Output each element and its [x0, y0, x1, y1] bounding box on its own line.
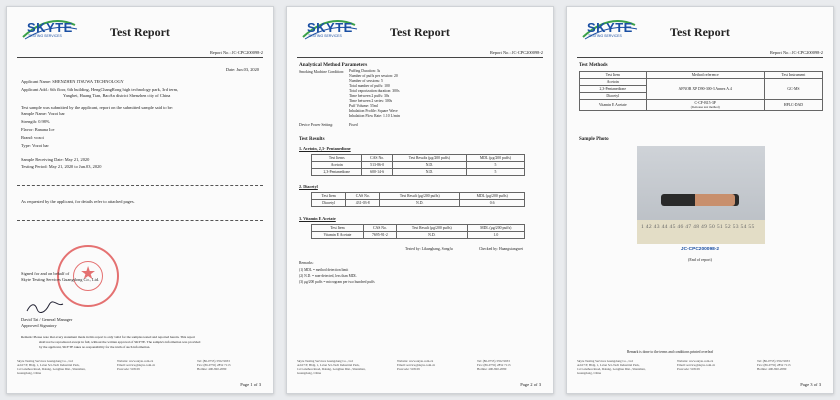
footer-website: Website: www.skyte.com.cn [397, 359, 434, 363]
column-header: CAS No. [346, 193, 380, 200]
report-number: Report No.: JC-CPC200098-2 [769, 50, 823, 55]
header-rule [17, 57, 263, 58]
footer-hotline: Hotline: 400-820-2080 [757, 367, 787, 371]
report-number: Report No.: JC-CPC200098-2 [209, 50, 263, 55]
table-cell: 1.0 [467, 232, 524, 239]
footer-address: 1st Lanzhou Road, Dalang, Longhua Dist., Shenzhen, Guangdong, China [17, 367, 86, 375]
table-cell: 513-86-0 [362, 162, 392, 169]
column-header: CAS No. [362, 155, 392, 162]
footer-postcode: Postcode: 518109 [117, 367, 140, 371]
table-cell: 2,3-Pentanedione [312, 169, 362, 176]
footer-website: Website: www.skyte.com.cn [677, 359, 714, 363]
table-cell: Acetoin [580, 79, 647, 86]
report-page-1 [6, 6, 274, 394]
report-title: Test Report [110, 25, 170, 39]
footer-fax: Fax: (86-0755) 2852 7113 [197, 363, 231, 367]
parameter-item: Puffing Duration: 3s [349, 69, 381, 73]
section-title: Test Methods [579, 63, 608, 68]
signed-line-1: Signed for and on behalf of [21, 271, 70, 276]
parameter-item: Total number of puffs: 100 [349, 84, 390, 88]
power-value: Fixed [349, 123, 358, 127]
testing-period: Testing Period: May 21, 2020 to Jun.03, 2020 [21, 164, 102, 169]
column-header: Test Results (μg/200 puffs) [392, 155, 466, 162]
column-header: Test Items [312, 155, 362, 162]
table-header-row [312, 155, 525, 162]
footer-email: Email: service@skyte.com.cn [117, 363, 156, 367]
method-code: C-CF-B15-3P [694, 101, 716, 105]
table-cell: N.D. [396, 232, 467, 239]
logo-word: SKYTE [27, 20, 73, 35]
footer-address: Add:7/F, Bldg. 1, Lu'an Sci-Tech Industrial Park, [297, 363, 360, 367]
footer-address: 1st Lanzhou Road, Dalang, Longhua Dist., Shenzhen, Guangdong, China [297, 367, 366, 375]
sample-type: Type: Vozoi bar [21, 143, 49, 148]
logo-subtitle: TESTING SERVICES [28, 34, 62, 38]
footer-tel: Tel: (86-0755) 3352 9933 [757, 359, 790, 363]
column-header: Test Item [312, 225, 364, 232]
report-page-3 [566, 6, 834, 394]
table-cell [646, 100, 764, 111]
applicant-name: Applicant Name: SHENZHEN ITSUWA TECHNOLOGY [21, 79, 124, 84]
sample-strength: Strength: 0.98% [21, 119, 50, 124]
header-rule [577, 57, 823, 58]
footer-postcode: Postcode: 518109 [397, 367, 420, 371]
table-row [312, 232, 525, 239]
footer-company: Skyte Testing Services Guangdong Co., Ltd [17, 359, 73, 363]
section-3-title: 3. Vitamin E Acetate [299, 216, 336, 221]
table-cell: N.D. [392, 162, 466, 169]
page-number: Page 1 of 3 [240, 382, 261, 387]
sample-name: Sample Name: Vozoi bar [21, 111, 65, 116]
column-header: MDL (μg/200 puffs) [460, 193, 525, 200]
parameter-item: Time between 2 puffs: 30s [349, 94, 390, 98]
table-cell: 7695-91-2 [363, 232, 396, 239]
star-icon: ★ [80, 263, 97, 283]
table-row [312, 169, 525, 176]
column-header: MDL (μg/200 puffs) [467, 225, 524, 232]
table-row [312, 162, 525, 169]
remark-line-3: by the applicant, SKYTE takes no responsibility for the truth of such information. [39, 345, 151, 349]
column-header: Test Item [580, 72, 647, 79]
parameter-item: Total vaporization duration: 300s [349, 89, 400, 93]
signer-name: David Tai / General Manager [21, 317, 73, 322]
column-header: CAS No. [363, 225, 396, 232]
table-cell: 5 [466, 162, 524, 169]
parameter-item: Number of sessions: 5 [349, 79, 383, 83]
footer-tel: Tel: (86-0755) 3352 9933 [197, 359, 230, 363]
methods-table [579, 71, 823, 111]
table-cell: N.D. [392, 169, 466, 176]
remark-unit: (3) μg/200 puffs = microgram per two hundred puffs [299, 280, 375, 284]
footer-hotline: Hotline: 400-820-2080 [477, 367, 507, 371]
parameter-item: Inhalation Flow Rate: 1.10 L/min [349, 114, 400, 118]
footer-tel: Tel: (86-0755) 3352 9933 [477, 359, 510, 363]
parameter-item: Inhalation Profile: Square Wave [349, 109, 398, 113]
remark-nd: (2) N.D. = non-detected, less than MDL [299, 274, 357, 278]
table-header-row [312, 225, 525, 232]
submitted-line: Test sample was submitted by the applicant, report on the submitted sample said to be: [21, 105, 173, 110]
remarks-title: Remarks: [299, 261, 314, 265]
sample-photo [637, 146, 765, 244]
page-number: Page 3 of 3 [800, 382, 821, 387]
logo-word: SKYTE [307, 20, 353, 35]
table-cell: Diacetyl [312, 200, 346, 207]
table-row [312, 200, 525, 207]
footer-address: Add:7/F, Bldg. 1, Lu'an Sci-Tech Industrial Park, [17, 363, 80, 367]
results-title: Test Results [299, 137, 325, 142]
signed-line-2: Skyte Testing Services Guangdong Co., Ltd. [21, 277, 100, 282]
report-number: Report No.: JC-CPC200098-2 [489, 50, 543, 55]
footer-postcode: Postcode: 518109 [677, 367, 700, 371]
approved-signatory: Approved Signatory [21, 323, 57, 328]
sample-brand: Brand: vozoi [21, 135, 44, 140]
parameter-list [349, 69, 400, 119]
results-table-1 [311, 154, 525, 176]
report-page-2 [286, 6, 554, 394]
sample-device [661, 194, 739, 206]
footer-fax: Fax: (86-0755) 2852 7113 [477, 363, 511, 367]
table-cell: AFNOR XP D90-300-3 Annex A.4 [646, 79, 764, 100]
page-number: Page 2 of 3 [520, 382, 541, 387]
column-header: Test Result (μg/200 puffs) [396, 225, 467, 232]
table-row [580, 100, 823, 111]
footer-email: Email: service@skyte.com.cn [677, 363, 716, 367]
table-header-row [312, 193, 525, 200]
table-row [580, 79, 823, 86]
footer-address: Add:7/F, Bldg. 1, Lu'an Sci-Tech Industrial Park, [577, 363, 640, 367]
table-cell: N.D. [380, 200, 460, 207]
remark-mdl: (1) MDL = method detection limit [299, 268, 349, 272]
device-band [695, 194, 735, 206]
logo-word: SKYTE [587, 20, 633, 35]
logo-subtitle: TESTING SERVICES [308, 34, 342, 38]
report-title: Test Report [390, 25, 450, 39]
table-cell: 5 [466, 169, 524, 176]
table-cell: Vitamin E Acetate [312, 232, 364, 239]
table-cell: Acetoin [312, 162, 362, 169]
table-cell: Diacetyl [580, 93, 647, 100]
sample-flavor: Flavor: Banana Ice [21, 127, 55, 132]
column-header: Test Instrument [764, 72, 822, 79]
dashed-divider [17, 220, 263, 221]
signature-icon [25, 301, 65, 315]
column-header: MDL (μg/200 puffs) [466, 155, 524, 162]
ruler-scale: 1 42 43 44 45 46 47 48 49 50 51 52 53 54 55 [641, 224, 755, 230]
dashed-divider [17, 185, 263, 186]
footer-email: Email: service@skyte.com.cn [397, 363, 436, 367]
report-date: Date: Jun.03, 2020 [225, 67, 259, 72]
requested-note: As requested by the applicant, for details refer to attached pages. [21, 199, 135, 204]
bottom-note: Remark is done to the terms and conditions printed overleaf [627, 350, 714, 354]
results-table-3 [311, 224, 525, 239]
checked-by: Checked by: Huangxiangwei [479, 247, 524, 251]
footer-company: Skyte Testing Services Guangdong Co., Ltd [577, 359, 633, 363]
report-title: Test Report [670, 25, 730, 39]
column-header: Test Item [312, 193, 346, 200]
section-1-title: 1. Acetoin, 2,3- Pentanedione [299, 146, 351, 151]
end-of-report: (End of report) [688, 257, 712, 262]
table-cell: 431-03-8 [346, 200, 380, 207]
table-header-row [580, 72, 823, 79]
parameter-item: Time between 2 series: 300s [349, 99, 393, 103]
column-header: Test Result (μg/200 puffs) [380, 193, 460, 200]
applicant-address-1: Applicant Add.: 6th floor, 6th building, HengChangRong high technology park, 3rd term, [21, 87, 179, 92]
logo-subtitle: TESTING SERVICES [588, 34, 622, 38]
footer-address: 1st Lanzhou Road, Dalang, Longhua Dist., Shenzhen, Guangdong, China [577, 367, 646, 375]
parameter-item: Number of puffs per session: 20 [349, 74, 398, 78]
section-2-title: 2. Diacetyl [299, 184, 318, 189]
table-cell: 0.6 [460, 200, 525, 207]
photo-caption: JC-CPC200098-2 [680, 247, 720, 252]
remark-line-2: shall not be reproduced except in full, without the written approval of SKYTE. The sample's information was provided [39, 340, 201, 344]
results-table-2 [311, 192, 525, 207]
receiving-date: Sample Receiving Date: May 21, 2020 [21, 157, 90, 162]
applicant-address-2: Yangbei, Huang Tian, BaoAn district Shenzhen city of China [63, 93, 171, 98]
table-cell: GC-MS [764, 79, 822, 100]
table-cell: HPLC-DAD [764, 100, 822, 111]
table-cell: 600-14-6 [362, 169, 392, 176]
parameter-item: Puff Volume: 55ml [349, 104, 378, 108]
machine-label: Smoking Machine Condition: [299, 70, 345, 74]
header-rule [297, 57, 543, 58]
photo-title: Sample Photo [579, 137, 609, 142]
table-cell: Vitamin E Acetate [580, 100, 647, 111]
column-header: Method reference [646, 72, 764, 79]
footer-website: Website: www.skyte.com.cn [117, 359, 154, 363]
footer-fax: Fax: (86-0755) 2852 7113 [757, 363, 791, 367]
power-label: Device Power Setting: [299, 123, 334, 127]
footer-company: Skyte Testing Services Guangdong Co., Ltd [297, 359, 353, 363]
footer-hotline: Hotline: 400-820-2080 [197, 367, 227, 371]
tested-by: Tested by: Likanghang, Songfu [405, 247, 453, 251]
section-title: Analytical Method Parameters [299, 62, 368, 68]
table-cell: 2,3-Pentanedione [580, 86, 647, 93]
method-note: (In-house test method) [690, 105, 720, 109]
remark-line-1: Remark: Please note that every statement made in this report is only valid for the samples tested and reported herein. This report [21, 335, 196, 339]
